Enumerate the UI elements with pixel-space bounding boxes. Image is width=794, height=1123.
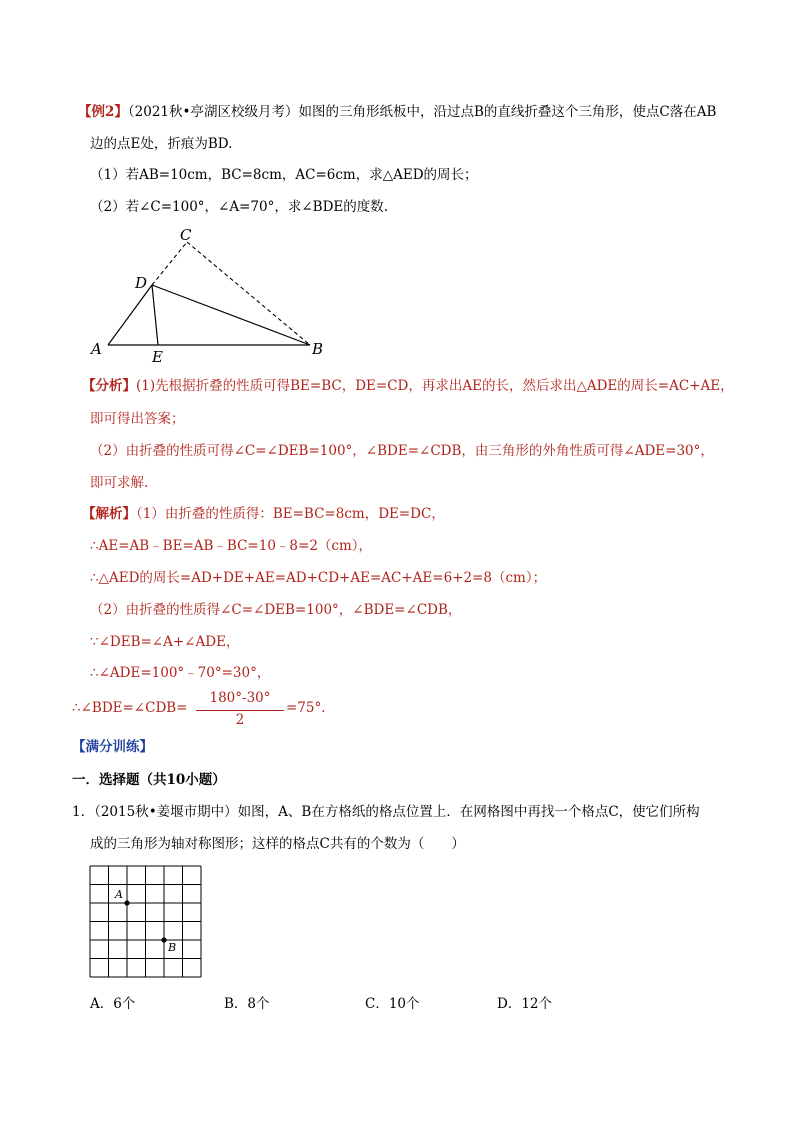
solution-text-1: （1）由折叠的性质得：BE=BC=8cm，DE=DC，: [136, 506, 445, 522]
solution-line-4: （2）由折叠的性质得∠C=∠DEB=100°，∠BDE=∠CDB，: [90, 602, 462, 618]
solution-line-7-suffix: =75°.: [286, 700, 326, 716]
analysis-text-1: (1)先根据折叠的性质可得BE=BC，DE=CD，再求出AE的长，然后求出△ADE的周长=AC+AE，: [136, 378, 734, 394]
solution-line-7-prefix: ∴∠BDE=∠CDB=: [72, 700, 188, 716]
option-b[interactable]: B．8个: [224, 996, 270, 1012]
analysis-label: 【分析】: [82, 378, 136, 394]
label-c: C: [180, 226, 192, 244]
fraction-denominator: 2: [235, 712, 245, 728]
analysis-line-2: 即可得出答案；: [90, 411, 185, 427]
solution-line-5: ∵∠DEB=∠A+∠ADE，: [90, 634, 240, 650]
fraction-numerator: 180°-30°: [209, 690, 271, 706]
question-1-line-2: 成的三角形为轴对称图形；这样的格点C共有的个数为（ ）: [90, 836, 465, 852]
example-label: 【例2】: [78, 104, 128, 120]
label-a: A: [91, 340, 102, 358]
option-d[interactable]: D．12个: [497, 996, 553, 1012]
label-b: B: [312, 340, 324, 358]
training-heading: 【满分训练】: [72, 739, 153, 755]
label-e: E: [152, 348, 163, 366]
example-text-1: 如图的三角形纸板中，沿过点B的直线折叠这个三角形，使点C落在AB: [298, 104, 717, 120]
grid-label-b: B: [168, 941, 177, 954]
solution-line-6: ∴∠ADE=100°﹣70°=30°，: [90, 665, 271, 681]
question-1-line-1: 1．（2015秋•姜堰市期中）如图，A、B在方格纸的格点位置上．在网格图中再找一个格点C，使它们所构: [72, 804, 700, 820]
analysis-line-4: 即可求解.: [90, 475, 149, 491]
point-a: [124, 900, 129, 905]
example-source: （2021秋•亭湖区校级月考）: [127, 104, 299, 120]
solution-line-3: ∴△AED的周长=AD+DE+AE=AD+CD+AE=AC+AE=6+2=8（cm）；: [90, 570, 547, 586]
solution-line-2: ∴AE=AB﹣BE=AB﹣BC=10﹣8=2（cm），: [90, 538, 373, 554]
analysis-line-3: （2）由折叠的性质可得∠C=∠DEB=100°，∠BDE=∠CDB，由三角形的外角性质可得∠ADE=30°，: [90, 443, 714, 459]
solution-label: 【解析】: [82, 506, 136, 522]
grid-label-a: A: [115, 888, 123, 901]
label-d: D: [135, 274, 148, 292]
option-a[interactable]: A．6个: [90, 996, 136, 1012]
point-b: [161, 937, 166, 942]
option-c[interactable]: C．10个: [365, 996, 420, 1012]
example-line-2: 边的点E处，折痕为BD.: [90, 136, 233, 152]
question-part-2: （2）若∠C=100°，∠A=70°，求∠BDE的度数.: [90, 199, 389, 215]
question-part-1: （1）若AB=10cm，BC=8cm，AC=6cm，求△AED的周长；: [90, 167, 478, 183]
section-heading: 一．选择题（共10小题）: [72, 772, 226, 788]
